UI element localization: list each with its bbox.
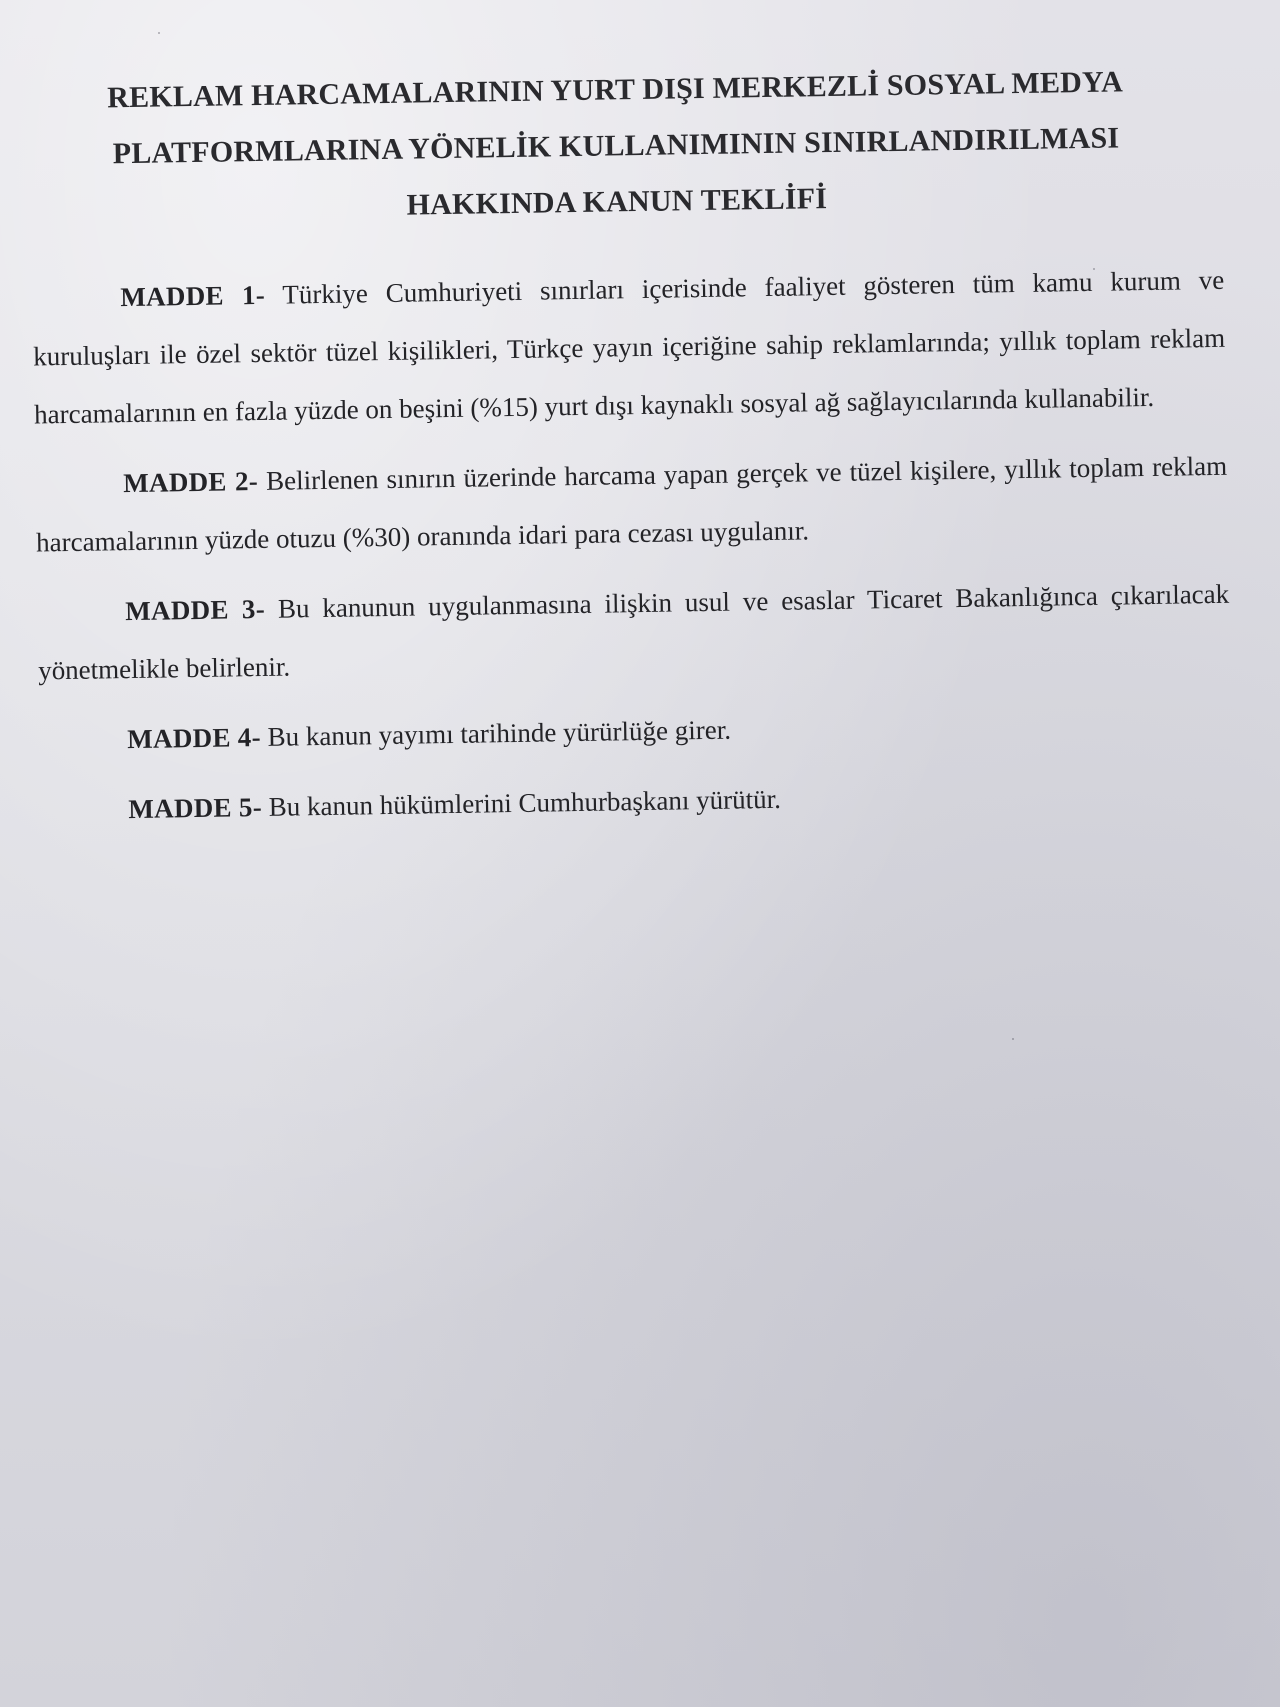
document-title [55,54,1178,240]
article-1-text: Türkiye Cumhuriyeti sınırları içerisinde faaliyet gösteren tüm kamu kurum ve kuruluşları ile özel sektör tüzel kişilikleri, Türkçe yayın içeriğine sahip reklamlarında; yıllık toplam reklam harcamalarının en fazla yüzde on beşini (%15) yurt dışı kaynaklı sosyal ağ sağlayıcılarında kullanabilir. [33,264,1226,430]
title-line-3: HAKKINDA KANUN TEKLİFİ [406,182,828,222]
article-3 [37,565,1231,700]
article-5 [40,763,1233,840]
article-2-label: MADDE 2- [123,466,259,499]
document-body [32,251,1233,840]
article-1-label: MADDE 1- [120,279,266,313]
paper-speck [1012,1038,1014,1040]
article-2-text: Belirlenen sınırın üzerinde harcama yapan gerçek ve tüzel kişilere, yıllık toplam reklam harcamalarının yüzde otuzu (%30) oranında idari para cezası uygulanır. [35,450,1228,558]
article-4-text: Bu kanun yayımı tarihinde yürürlüğe girer. [267,714,732,752]
title-line-1: REKLAM HARCAMALARININ YURT DIŞI MERKEZLİ SOSYAL MEDYA [107,65,1124,115]
article-1 [32,251,1227,444]
article-5-text: Bu kanun hükümlerini Cumhurbaşkanı yürütür. [268,783,782,822]
article-3-label: MADDE 3- [125,593,266,627]
article-4 [39,693,1232,770]
title-line-2: PLATFORMLARINA YÖNELİK KULLANIMININ SINIRLANDIRILMASI [112,121,1120,171]
paper-speck [158,32,160,34]
article-3-text: Bu kanunun uygulanmasına ilişkin usul ve esaslar Ticaret Bakanlığınca çıkarılacak yönetmelikle belirlenir. [37,578,1230,686]
article-4-label: MADDE 4- [127,721,262,755]
article-2 [35,437,1229,572]
article-5-label: MADDE 5- [128,791,263,825]
paper-speck [1093,268,1095,270]
